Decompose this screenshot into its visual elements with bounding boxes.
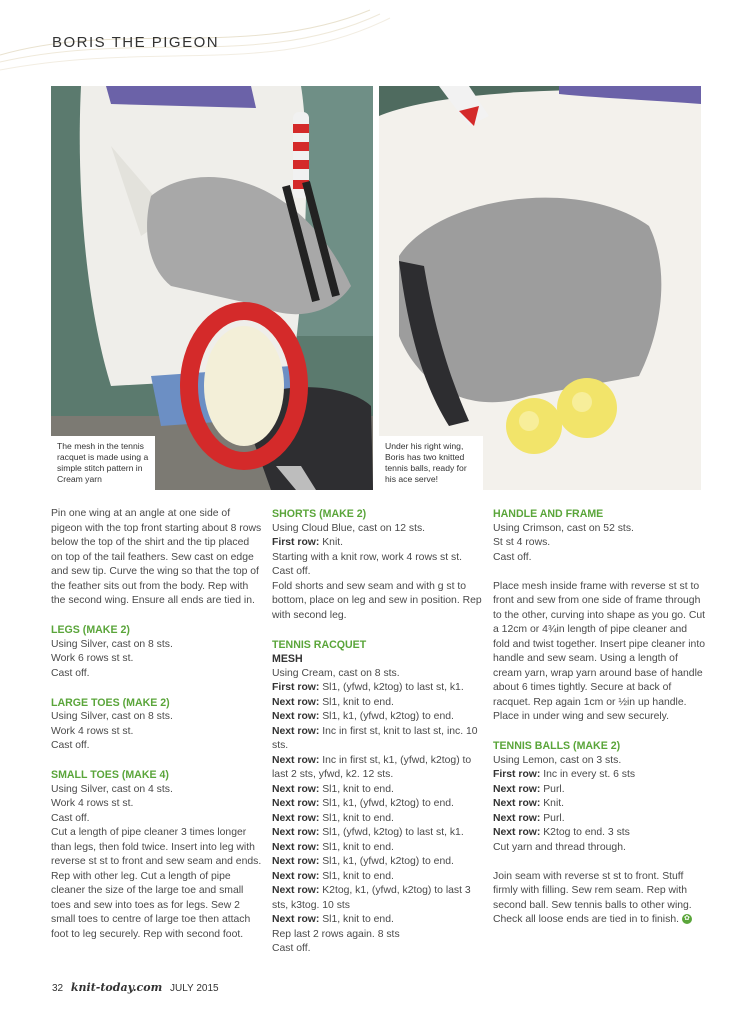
row-label: Next row: xyxy=(272,827,320,838)
balls-line: Using Lemon, cast on 3 sts. xyxy=(493,754,622,766)
column-1 xyxy=(51,507,263,942)
legs-line: Cast off. xyxy=(51,667,90,679)
pattern-row xyxy=(272,783,484,798)
pattern-row xyxy=(272,681,484,696)
row-text: Inc in first st, knit to last st, inc. 10 sts. xyxy=(272,725,478,751)
heading-legs: LEGS (MAKE 2) xyxy=(51,624,130,636)
row-text: Sl1, knit to end. xyxy=(319,783,394,795)
mesh-line: Rep last 2 rows again. 8 sts xyxy=(272,928,400,940)
column-3 xyxy=(493,507,705,928)
photo-tennis-balls xyxy=(379,86,701,490)
row-text: Inc in first st, k1, (yfwd, k2tog) to last 2 sts, yfwd, k2. 12 sts. xyxy=(272,754,472,780)
large-toes-line: Cast off. xyxy=(51,740,90,751)
shorts-line: Using Cloud Blue, cast on 12 sts. xyxy=(272,522,426,534)
row-text: Purl. xyxy=(540,783,565,795)
row-label: Next row: xyxy=(493,783,541,795)
pattern-row xyxy=(493,826,705,841)
row-text: Sl1, knit to end. xyxy=(319,841,394,853)
pattern-row xyxy=(272,797,484,812)
handle-line: Cast off. xyxy=(493,551,532,563)
pattern-row xyxy=(272,913,484,928)
pattern-row xyxy=(272,696,484,711)
handle-assembly: Place mesh inside frame with reverse st st to front and sew from one side of frame through to the other, curving into shape as you go. Cut a 12cm or 4¾in length of pipe cleaner and fold and twist together. Insert pipe cleaner into handle and sew seam. Using a length of cream yarn, wrap yarn around base of handle about 6 times tightly. Secure at back of racquet. Rep again 1cm or ½in up handle. Place in under wing and sew securely. xyxy=(493,580,705,722)
end-mark-icon: ✿ xyxy=(682,914,692,924)
heading-shorts: SHORTS (MAKE 2) xyxy=(272,508,367,520)
pattern-row xyxy=(272,725,484,754)
page-title: BORIS THE PIGEON xyxy=(52,34,220,51)
small-toes-assembly: Cut a length of pipe cleaner 3 times longer than legs, then fold twice. Insert into leg with reverse st st to front and sew seam and ends. Rep with other leg. Cut a length of pipe cleaner the size of the large toe and small toes and sew into toes as for legs. Sew 2 small toes to centre of large toe then attach foot to leg securely. Rep with second foot. xyxy=(51,827,262,940)
row-text: Sl1, knit to end. xyxy=(319,914,394,925)
pattern-row xyxy=(272,826,484,841)
mesh-line: Using Cream, cast on 8 sts. xyxy=(272,667,400,679)
large-toes-line: Using Silver, cast on 8 sts. xyxy=(51,711,173,722)
row-label: Next row: xyxy=(272,812,320,824)
row-label: First row: xyxy=(272,537,320,548)
row-label: Next row: xyxy=(272,696,320,708)
pattern-row xyxy=(493,797,705,812)
row-text: K2tog to end. 3 sts xyxy=(540,827,630,838)
row-text: Knit. xyxy=(319,537,344,548)
row-label: Next row: xyxy=(272,841,320,853)
row-text: Inc in every st. 6 sts xyxy=(540,769,636,780)
shorts-line: Cast off. xyxy=(272,566,311,577)
pattern-row xyxy=(272,812,484,827)
row-label: First row: xyxy=(272,682,320,693)
pattern-row xyxy=(272,884,484,913)
row-label: Next row: xyxy=(272,783,320,795)
heading-small-toes: SMALL TOES (MAKE 4) xyxy=(51,769,169,781)
row-label: First row: xyxy=(493,769,541,780)
row-text: K2tog, k1, (yfwd, k2tog) to last 3 sts, k3tog. 10 sts xyxy=(272,885,471,911)
pattern-row xyxy=(493,783,705,798)
row-text: Sl1, knit to end. xyxy=(319,870,394,882)
heading-large-toes: LARGE TOES (MAKE 2) xyxy=(51,696,170,709)
row-text: Sl1, (yfwd, k2tog) to last st, k1. xyxy=(319,682,464,693)
issue-date: JULY 2015 xyxy=(170,983,219,994)
photo-caption-left: The mesh in the tennis racquet is made using a simple stitch pattern in Cream yarn xyxy=(51,436,155,490)
footer xyxy=(52,981,219,994)
balls-line: Cut yarn and thread through. xyxy=(493,841,626,853)
row-text: Sl1, knit to end. xyxy=(319,696,394,708)
row-label: Next row: xyxy=(493,798,541,809)
mesh-rows xyxy=(272,681,484,928)
small-toes-line: Using Silver, cast on 4 sts. xyxy=(51,783,173,795)
handle-line: Using Crimson, cast on 52 sts. xyxy=(493,522,634,534)
shorts-first-row xyxy=(272,536,484,551)
row-label: Next row: xyxy=(493,827,541,838)
legs-line: Using Silver, cast on 8 sts. xyxy=(51,638,173,650)
column-2 xyxy=(272,507,484,957)
heading-handle-frame: HANDLE AND FRAME xyxy=(493,508,604,520)
small-toes-line: Cast off. xyxy=(51,812,90,824)
row-label: Next row: xyxy=(272,711,320,722)
row-label: Next row: xyxy=(272,856,320,867)
row-label: Next row: xyxy=(272,798,320,809)
heading-mesh: MESH xyxy=(272,653,303,665)
photo-racquet xyxy=(51,86,373,490)
site-logo: knit-today.com xyxy=(70,981,163,994)
row-text: Sl1, k1, (yfwd, k2tog) to end. xyxy=(319,856,454,867)
pattern-row xyxy=(272,754,484,783)
row-label: Next row: xyxy=(272,885,320,896)
row-label: Next row: xyxy=(272,725,320,737)
heading-tennis-racquet: TENNIS RACQUET xyxy=(272,638,367,651)
balls-finish: Join seam with reverse st st to front. Stuff firmly with filling. Sew rem seam. Rep with second ball. Sew tennis balls to other wing. Check all loose ends are tied in to finish. ✿ xyxy=(493,870,692,925)
handle-line: St st 4 rows. xyxy=(493,537,551,548)
pattern-row xyxy=(493,768,705,783)
large-toes-line: Work 4 rows st st. xyxy=(51,725,134,737)
row-label: Next row: xyxy=(493,812,541,824)
shorts-line: Starting with a knit row, work 4 rows st st. xyxy=(272,551,462,563)
row-label: Next row: xyxy=(272,870,320,882)
row-label: Next row: xyxy=(272,914,320,925)
heading-tennis-balls: TENNIS BALLS (MAKE 2) xyxy=(493,740,621,752)
small-toes-line: Work 4 rows st st. xyxy=(51,798,134,809)
photo-caption-right: Under his right wing, Boris has two knitted tennis balls, ready for his ace serve! xyxy=(379,436,483,490)
row-text: Sl1, knit to end. xyxy=(319,812,394,824)
legs-line: Work 6 rows st st. xyxy=(51,653,134,664)
pattern-row xyxy=(272,710,484,725)
row-text: Sl1, k1, (yfwd, k2tog) to end. xyxy=(319,711,454,722)
pattern-row xyxy=(493,812,705,827)
balls-rows xyxy=(493,768,705,841)
row-label: Next row: xyxy=(272,754,320,766)
pattern-row xyxy=(272,841,484,856)
pattern-row xyxy=(272,855,484,870)
shorts-finish: Fold shorts and sew seam and with g st to bottom, place on leg and sew in position. Rep with second leg. xyxy=(272,580,482,621)
pattern-row xyxy=(272,870,484,885)
mesh-line: Cast off. xyxy=(272,943,311,954)
page-number: 32 xyxy=(52,983,64,994)
row-text: Purl. xyxy=(540,812,565,824)
row-text: Sl1, (yfwd, k2tog) to last st, k1. xyxy=(319,827,464,838)
row-text: Sl1, k1, (yfwd, k2tog) to end. xyxy=(319,798,454,809)
wing-instructions: Pin one wing at an angle at one side of pigeon with the top front starting about 8 rows below the top of the shirt and the tip placed on top of the tail feathers. Sew cast on edge and sew tip. Curve the wing so that the top of the feather sits out from the body. Rep with the second wing. Ensure all ends are tied in. xyxy=(51,508,262,606)
row-text: Knit. xyxy=(540,798,565,809)
